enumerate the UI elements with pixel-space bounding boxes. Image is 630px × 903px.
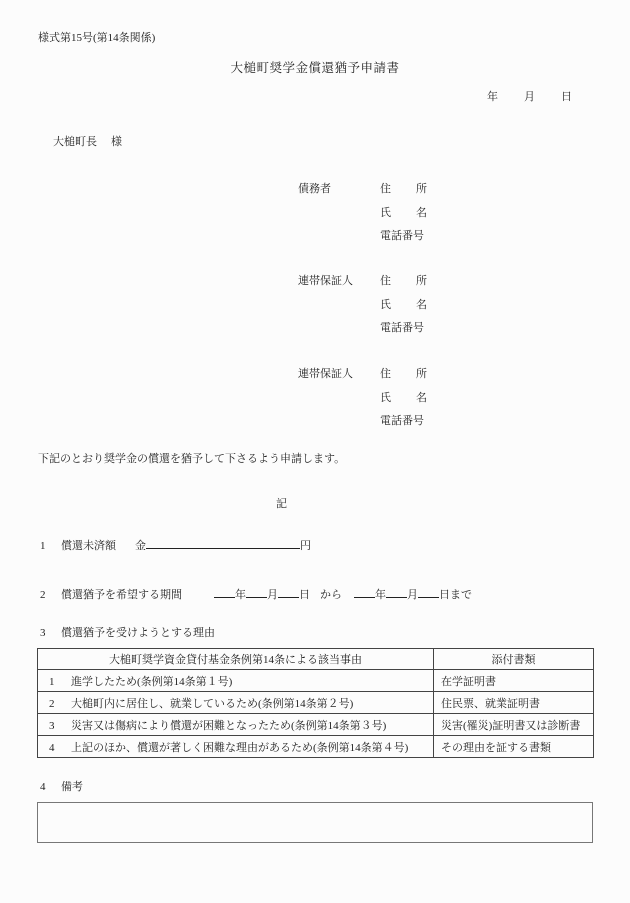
table-row xyxy=(38,670,594,692)
row-number: 4 xyxy=(49,741,55,754)
documents-cell: 在学証明書 xyxy=(434,670,594,692)
documents-cell: 災害(罹災)証明書又は診断書 xyxy=(434,714,594,736)
documents-cell: 住民票、就業証明書 xyxy=(434,692,594,714)
party-role-guarantor-1: 連帯保証人 xyxy=(298,275,353,287)
address-field-label: 住 所 xyxy=(380,368,427,380)
currency-prefix: 金 xyxy=(135,540,146,552)
row-number: 2 xyxy=(49,697,55,710)
date-month-label: 月 xyxy=(524,91,535,103)
reason-cell xyxy=(38,714,434,736)
guarantor-2-fields xyxy=(380,363,427,434)
debtor-block xyxy=(298,178,427,249)
item-remarks-heading xyxy=(40,780,83,794)
item-1-number: 1 xyxy=(40,540,46,552)
month-unit: 月 xyxy=(407,589,418,601)
start-day-blank xyxy=(278,586,299,598)
table-row xyxy=(38,736,594,758)
remarks-box xyxy=(37,802,593,843)
form-number: 様式第15号(第14条関係) xyxy=(38,32,156,44)
item-3-label: 償還猶予を受けようとする理由 xyxy=(61,627,215,639)
row-number: 3 xyxy=(49,719,55,732)
currency-unit: 円 xyxy=(300,540,311,552)
year-unit: 年 xyxy=(235,589,246,601)
address-field-label: 住 所 xyxy=(380,275,427,287)
application-statement: 下記のとおり奨学金の償還を猶予して下さるよう申請します。 xyxy=(38,453,346,465)
day-unit: 日 xyxy=(299,589,310,601)
party-role-debtor: 債務者 xyxy=(298,183,331,195)
reason-text: 災害又は傷病により償還が困難となったため(条例第14条第３号) xyxy=(71,719,387,732)
end-month-blank xyxy=(386,586,407,598)
name-field-label: 氏 名 xyxy=(380,298,427,311)
guarantor-block-2 xyxy=(298,363,427,434)
documents-cell: その理由を証する書類 xyxy=(434,736,594,758)
reason-text: 上記のほか、償還が著しく困難な理由があるため(条例第14条第４号) xyxy=(71,741,409,754)
phone-field-label: 電話番号 xyxy=(380,415,424,427)
guarantor-1-fields xyxy=(380,270,427,341)
table-header-row xyxy=(38,649,594,670)
phone-field-label: 電話番号 xyxy=(380,230,424,242)
period-suffix: まで xyxy=(450,589,472,601)
date-line xyxy=(487,90,572,104)
documents-column-header: 添付書類 xyxy=(434,649,594,670)
item-1-label: 償還未済額 xyxy=(61,540,116,552)
record-heading: 記 xyxy=(276,498,287,510)
start-year-blank xyxy=(214,586,235,598)
end-day-blank xyxy=(418,586,439,598)
addressee-name: 大槌町長 xyxy=(53,136,97,148)
reason-text: 大槌町内に居住し、就業しているため(条例第14条第２号) xyxy=(71,697,354,710)
debtor-fields xyxy=(380,178,427,249)
start-month-blank xyxy=(246,586,267,598)
row-number: 1 xyxy=(49,675,55,688)
address-field-label: 住 所 xyxy=(380,183,427,195)
name-field-label: 氏 名 xyxy=(380,391,427,404)
item-3-number: 3 xyxy=(40,627,46,639)
party-role-guarantor-2: 連帯保証人 xyxy=(298,368,353,380)
item-deferment-period xyxy=(40,586,472,602)
period-connector: から xyxy=(320,589,342,601)
table-row xyxy=(38,692,594,714)
day-unit: 日 xyxy=(439,589,450,601)
date-year-label: 年 xyxy=(487,91,498,103)
item-2-number: 2 xyxy=(40,589,46,601)
phone-field-label: 電話番号 xyxy=(380,322,424,334)
month-unit: 月 xyxy=(267,589,278,601)
reason-text: 進学したため(条例第14条第１号) xyxy=(71,675,233,688)
reason-table xyxy=(37,648,594,758)
table-row xyxy=(38,714,594,736)
date-day-label: 日 xyxy=(561,91,572,103)
reason-column-header: 大槌町奨学資金貸付基金条例第14条による該当事由 xyxy=(38,649,434,670)
reason-cell xyxy=(38,670,434,692)
item-4-label: 備考 xyxy=(61,781,83,793)
end-year-blank xyxy=(354,586,375,598)
addressee-honorific: 様 xyxy=(111,136,122,148)
addressee-line xyxy=(53,135,122,149)
page-title: 大槌町奨学金償還猶予申請書 xyxy=(230,61,400,75)
guarantor-block-1 xyxy=(298,270,427,341)
reason-cell xyxy=(38,692,434,714)
item-2-label: 償還猶予を希望する期間 xyxy=(61,589,182,601)
item-unpaid-amount xyxy=(40,537,311,553)
item-reason-heading xyxy=(40,626,215,640)
reason-cell xyxy=(38,736,434,758)
item-4-number: 4 xyxy=(40,781,46,793)
name-field-label: 氏 名 xyxy=(380,206,427,219)
year-unit: 年 xyxy=(375,589,386,601)
amount-blank-line xyxy=(146,537,300,549)
